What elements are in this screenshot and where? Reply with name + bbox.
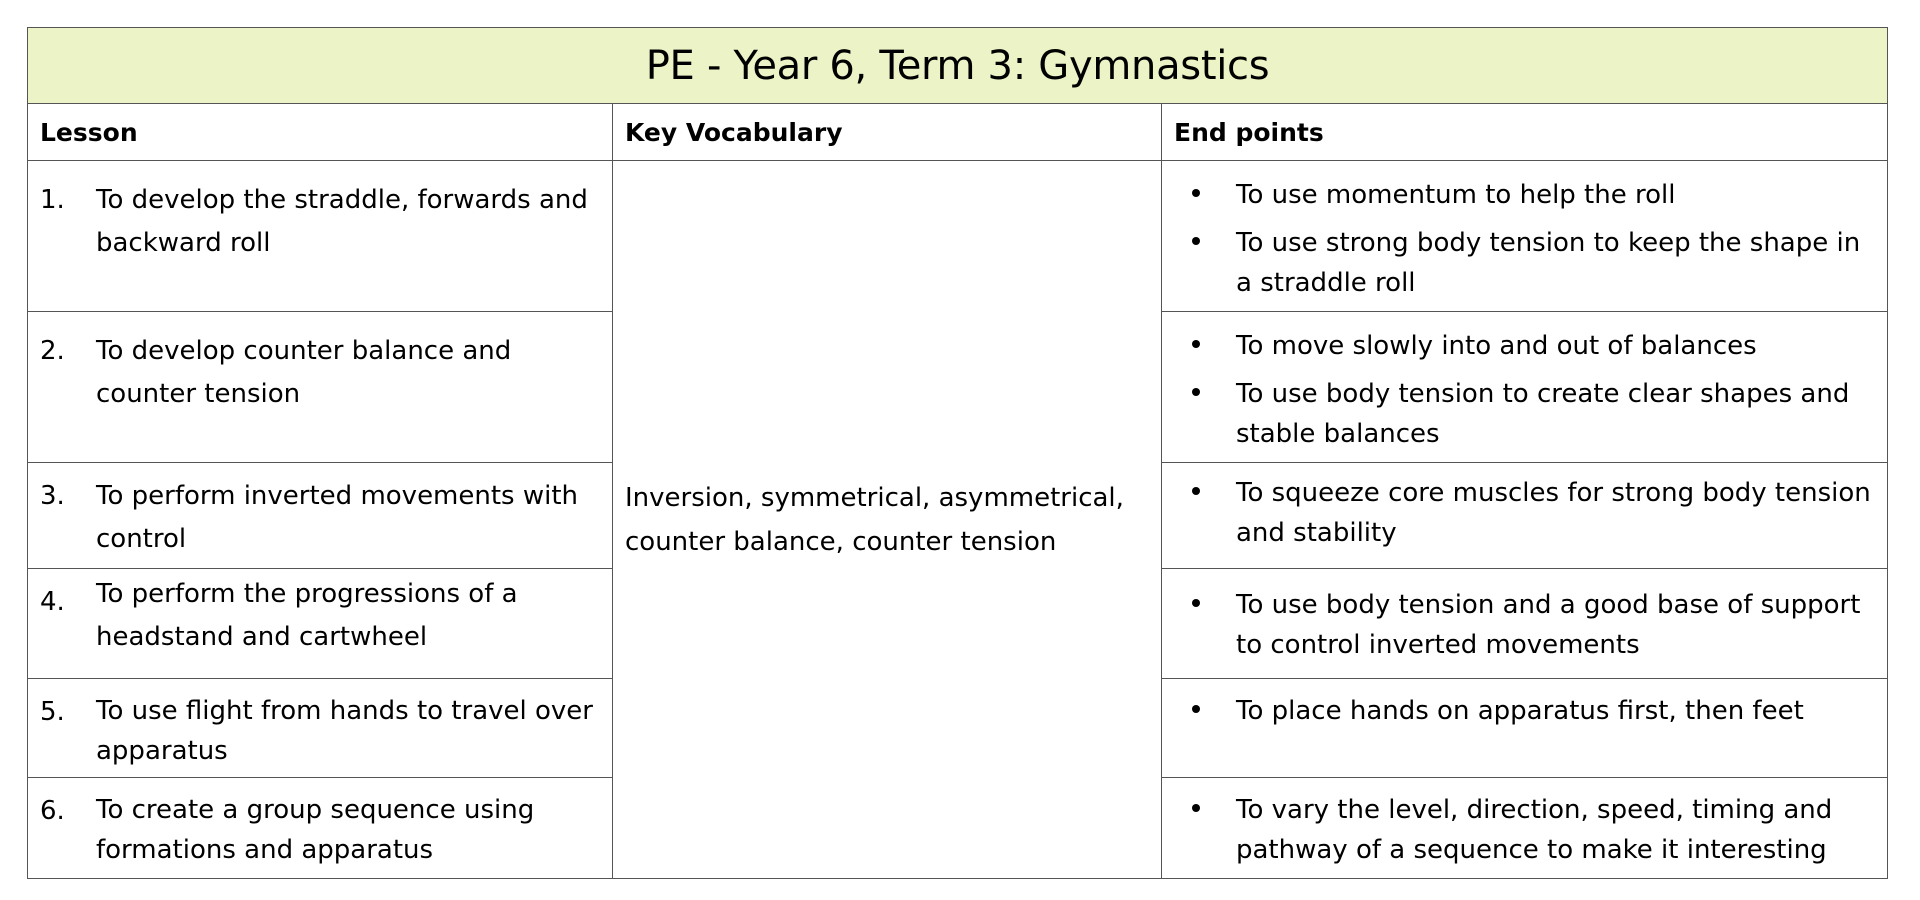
end-points-cell [1162,569,1888,679]
end-points-list [1174,326,1877,454]
bullet-icon [1174,691,1236,731]
end-points-cell [1162,463,1888,569]
curriculum-table [27,27,1888,879]
header-row [28,104,1888,161]
list-item: To use body tension to create clear shapes and stable balances [1174,374,1877,454]
lesson-number: 3. [40,481,65,511]
lesson-cell [28,312,613,463]
list-item: To use strong body tension to keep the shape in a straddle roll [1174,223,1877,303]
bullet-icon [1174,790,1236,870]
end-points-cell [1162,679,1888,778]
end-points-list [1174,585,1877,665]
lesson-objective: To develop counter balance and counter tension [96,336,512,409]
lesson-number: 2. [40,336,65,366]
lesson-cell [28,778,613,879]
key-vocabulary-text: Inversion, symmetrical, asymmetrical, counter balance, counter tension [625,482,1124,557]
lesson-cell [28,569,613,679]
bullet-icon [1174,175,1236,215]
column-header-key-vocabulary: Key Vocabulary [613,104,1162,161]
end-points-list [1174,175,1877,303]
list-item: To vary the level, direction, speed, timing and pathway of a sequence to make it interesting [1174,790,1877,870]
end-points-list [1174,473,1877,553]
end-points-cell [1162,161,1888,312]
lesson-objective: To develop the straddle, forwards and backward roll [96,185,588,258]
bullet-icon [1174,326,1236,366]
lesson-number: 6. [40,796,65,826]
end-points-cell [1162,312,1888,463]
column-header-lesson: Lesson [28,104,613,161]
list-item: To use momentum to help the roll [1174,175,1877,215]
lesson-cell [28,161,613,312]
lesson-objective: To use flight from hands to travel over apparatus [96,696,593,766]
list-item: To use body tension and a good base of support to control inverted movements [1174,585,1877,665]
lesson-objective: To create a group sequence using formations and apparatus [96,795,535,865]
lesson-number: 1. [40,185,65,215]
table-row [28,161,1888,312]
page-title: PE - Year 6, Term 3: Gymnastics [28,28,1888,104]
end-points-cell [1162,778,1888,879]
lesson-objective: To perform the progressions of a headstand and cartwheel [96,579,518,652]
list-item: To place hands on apparatus first, then feet [1174,691,1877,731]
lesson-objective: To perform inverted movements with control [96,481,579,554]
lesson-number: 4. [40,587,65,617]
end-points-list [1174,691,1877,731]
title-row [28,28,1888,104]
list-item: To squeeze core muscles for strong body tension and stability [1174,473,1877,553]
end-points-list [1174,790,1877,870]
bullet-icon [1174,223,1236,303]
key-vocabulary-cell [613,161,1162,879]
lesson-cell [28,463,613,569]
column-header-end-points: End points [1162,104,1888,161]
bullet-icon [1174,374,1236,454]
list-item: To move slowly into and out of balances [1174,326,1877,366]
curriculum-sheet [27,27,1887,879]
lesson-number: 5. [40,697,65,727]
bullet-icon [1174,473,1236,553]
lesson-cell [28,679,613,778]
bullet-icon [1174,585,1236,665]
